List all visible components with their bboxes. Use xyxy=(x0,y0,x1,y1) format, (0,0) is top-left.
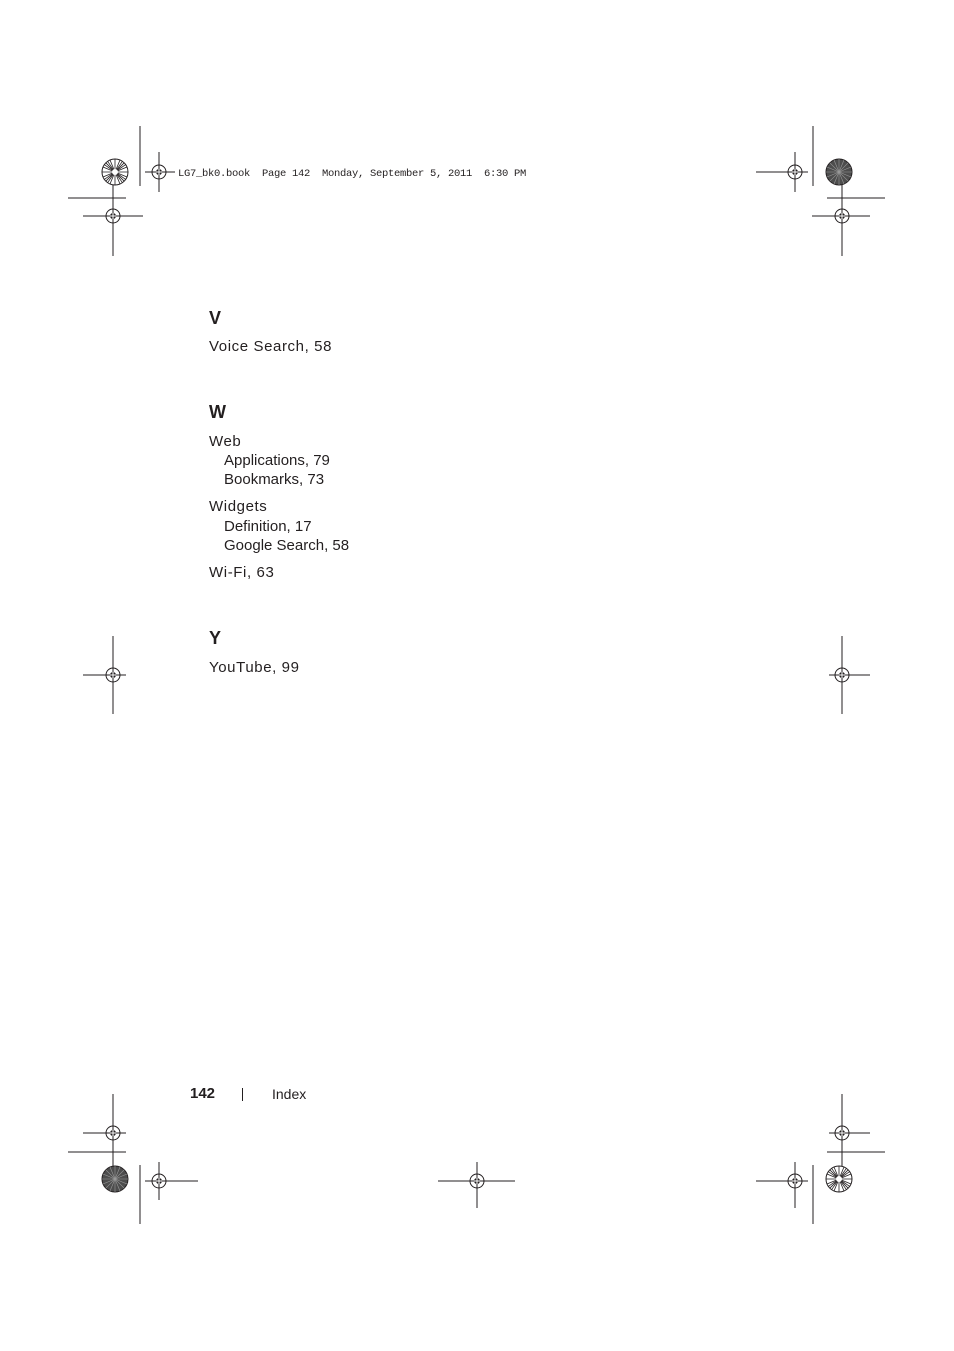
registration-star-icon xyxy=(102,159,128,185)
index-subentry-bookmarks: Bookmarks, 73 xyxy=(224,471,325,488)
index-entry-wifi: Wi-Fi, 63 xyxy=(209,564,275,581)
index-letter-v: V xyxy=(209,308,222,328)
index-entry-widgets: Widgets xyxy=(209,498,268,515)
registration-star-icon xyxy=(826,159,852,185)
index-entry-youtube: YouTube, 99 xyxy=(209,659,300,676)
registration-star-icon xyxy=(826,1166,852,1192)
index-entry-voice-search: Voice Search, 58 xyxy=(209,338,333,355)
index-subentry-google-search: Google Search, 58 xyxy=(224,537,350,554)
index-subentry-applications: Applications, 79 xyxy=(224,452,330,469)
footer-divider xyxy=(242,1088,243,1101)
index-subentry-definition: Definition, 17 xyxy=(224,518,312,535)
section-name: Index xyxy=(272,1086,307,1102)
page-number: 142 xyxy=(190,1085,216,1102)
index-letter-y: Y xyxy=(209,628,222,648)
index-letter-w: W xyxy=(209,402,226,422)
print-slug: LG7_bk0.book Page 142 Monday, September 5, 2011 6:30 PM xyxy=(178,168,527,180)
index-entry-web: Web xyxy=(209,433,242,450)
registration-star-icon xyxy=(102,1166,128,1192)
